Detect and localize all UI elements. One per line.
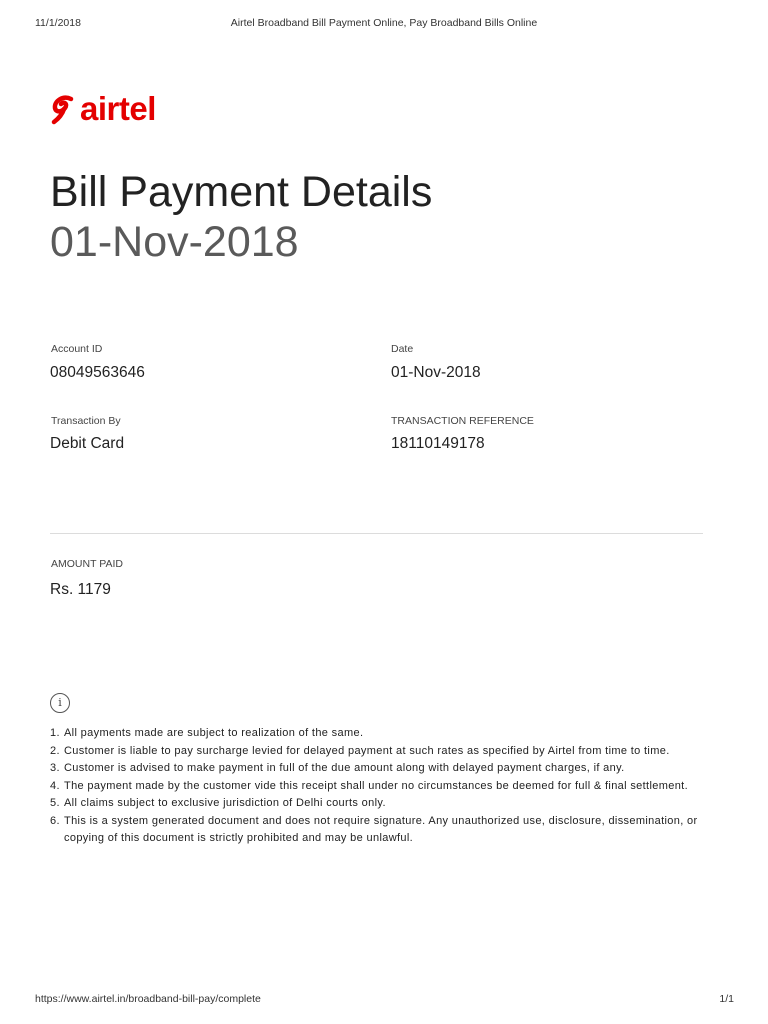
terms-item-number: 6. xyxy=(50,814,60,827)
print-date: 11/1/2018 xyxy=(35,17,81,29)
terms-item-number: 1. xyxy=(50,727,60,739)
transaction-reference-value: 18110149178 xyxy=(391,435,485,452)
terms-item-number: 4. xyxy=(50,779,60,792)
terms-item xyxy=(50,743,710,761)
terms-item xyxy=(50,813,710,848)
airtel-logo xyxy=(51,89,156,129)
terms-item xyxy=(50,760,710,778)
airtel-swirl-icon xyxy=(51,93,77,125)
print-footer xyxy=(0,993,768,1009)
transaction-by-label: Transaction By xyxy=(51,415,121,427)
terms-item-text: This is a system generated document and does not require signature. Any unauthorized use, disclosure, dissemination, or copying of this document is strictly prohibited and may be unlawful. xyxy=(64,814,698,844)
date-value: 01-Nov-2018 xyxy=(391,364,481,381)
terms-item-number: 5. xyxy=(50,797,60,809)
terms-item xyxy=(50,795,710,813)
print-page-title: Airtel Broadband Bill Payment Online, Pay Broadband Bills Online xyxy=(230,17,538,29)
terms-item xyxy=(50,778,710,796)
print-header xyxy=(0,17,768,33)
print-page-number: 1/1 xyxy=(719,993,734,1005)
terms-item-text: Customer is advised to make payment in full of the due amount along with delayed payment charges, if any. xyxy=(64,762,625,774)
terms-item-text: All payments made are subject to realization of the same. xyxy=(64,727,364,739)
page-title: Bill Payment Details xyxy=(50,168,433,216)
airtel-wordmark: airtel xyxy=(80,90,156,127)
divider xyxy=(50,533,703,534)
amount-paid-label: AMOUNT PAID xyxy=(51,558,123,570)
account-id-label: Account ID xyxy=(51,343,103,355)
account-id-value: 08049563646 xyxy=(50,364,145,381)
date-label: Date xyxy=(391,343,414,355)
transaction-reference-label: TRANSACTION REFERENCE xyxy=(391,415,534,427)
terms-item xyxy=(50,725,710,743)
terms-list xyxy=(50,725,710,848)
amount-paid-value: Rs. 1179 xyxy=(50,581,111,598)
print-url: https://www.airtel.in/broadband-bill-pay/complete xyxy=(35,993,261,1005)
terms-item-number: 2. xyxy=(50,744,60,757)
info-icon: i xyxy=(50,693,70,713)
terms-item-text: Customer is liable to pay surcharge levied for delayed payment at such rates as specified by Airtel from time to time. xyxy=(64,744,670,757)
terms-item-text: All claims subject to exclusive jurisdiction of Delhi courts only. xyxy=(64,797,386,809)
transaction-by-value: Debit Card xyxy=(50,435,125,452)
page-date: 01-Nov-2018 xyxy=(50,218,299,266)
terms-item-text: The payment made by the customer vide this receipt shall under no circumstances be deemed for full & final settlement. xyxy=(64,779,688,792)
terms-item-number: 3. xyxy=(50,762,60,774)
